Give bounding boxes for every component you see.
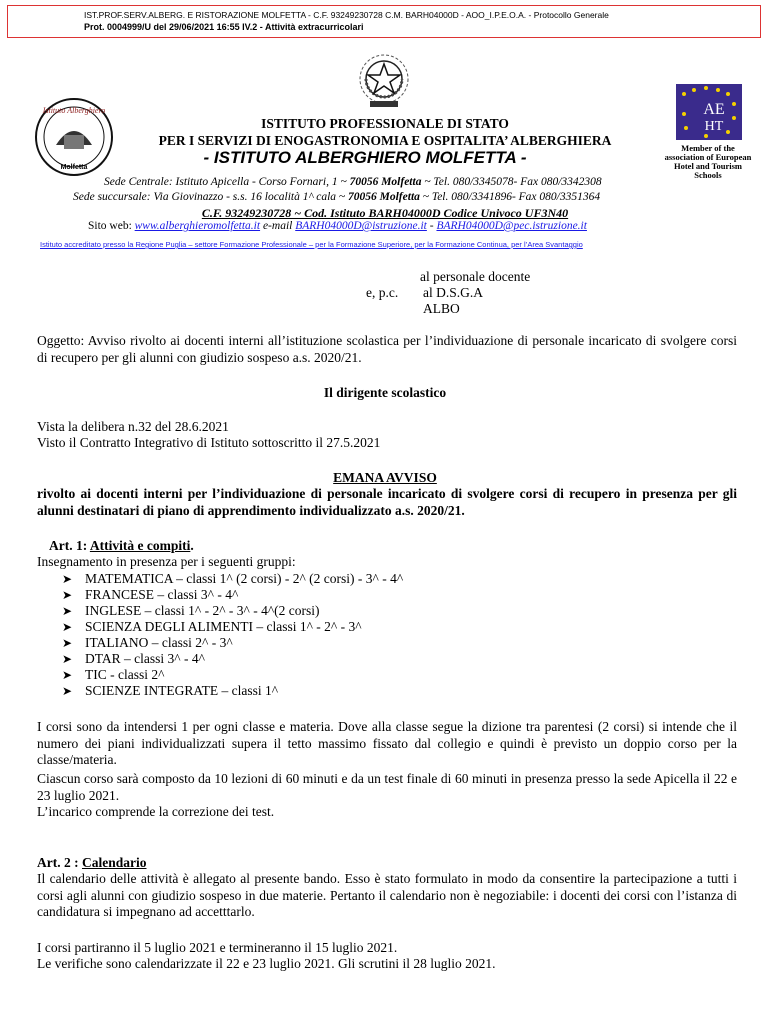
recipient-ep: e, p.c.: [366, 285, 399, 300]
art1-paragraph-2: Ciascun corso sarà composto da 10 lezioni di 60 minuti e da un test finale di 60 minuti in presenza presso la sede Apicella il 22 e 23 luglio 2021.: [37, 771, 737, 803]
list-item: [62, 571, 403, 587]
sede-succursale-text: Sede succursale: Via Giovinazzo - s.s. 16 località 1^ cala ~: [73, 191, 349, 203]
list-item: [62, 683, 403, 699]
list-item: [62, 587, 403, 603]
accreditation-note[interactable]: Istituto accreditato presso la Regione Puglia – settore Formazione Professionale – per la Formazione Superiore, per la Formazione Continua, per l’Area Svantaggio: [40, 240, 583, 249]
sede-centrale-contacts: ~ Tel. 080/3345078- Fax 080/3342308: [421, 176, 602, 188]
website-label: Sito web:: [88, 220, 132, 232]
svg-text:HT: HT: [704, 119, 724, 134]
email-link[interactable]: BARH04000D@istruzione.it: [295, 220, 427, 232]
subject-paragraph: Oggetto: Avviso rivolto ai docenti interni all’istituzione scolastica per l’individuazione di personale incaricato di svolgere corsi di recupero per gli alunni con giudizio sospeso a.s. 2020/21.: [37, 333, 737, 365]
art1-suffix: .: [190, 538, 194, 553]
visto-contratto: Visto il Contratto Integrativo di Istituto sottoscritto il 27.5.2021: [37, 435, 381, 450]
email-label: e-mail: [260, 220, 296, 232]
subject-list: [62, 571, 403, 699]
protocol-stamp: [7, 5, 761, 38]
art2-title: Calendario: [81, 855, 147, 870]
arrow-bullet-icon: ➤: [62, 652, 73, 666]
list-item-text: SCIENZA DEGLI ALIMENTI – classi 1^ - 2^ - 3^: [85, 619, 362, 634]
institute-services: PER I SERVIZI DI ENOGASTRONOMIA E OSPITALITA’ ALBERGHIERA: [158, 133, 612, 148]
list-item-text: MATEMATICA – classi 1^ (2 corsi) - 2^ (2 corsi) - 3^ - 4^: [85, 571, 404, 586]
italian-republic-emblem: [354, 49, 414, 111]
art1-paragraph-1: I corsi sono da intendersi 1 per ogni classe e materia. Dove alla classe segue la dizione tra parentesi (2 corsi) si intende che il numero dei piani individualizzati supera il tetto massimo fissato dal collegio e quindi è previsto un doppio corso per la classe/materia.: [37, 719, 737, 767]
protocol-line-2: Prot. 0004999/U del 29/06/2021 16:55 IV.2 - Attività extracurricolari: [84, 22, 364, 32]
list-item: [62, 667, 403, 683]
sede-centrale-text: Sede Centrale: Istituto Apicella - Corso Fornari, 1 ~: [104, 176, 350, 188]
list-item-text: TIC - classi 2^: [85, 667, 165, 682]
avviso-description: rivolto ai docenti interni per l’individuazione di personale incaricato di svolgere corsi di recupero in presenza per gli alunni destinatari di piano di apprendimento individualizzato a.s. 2020/21.: [37, 486, 737, 518]
fiscal-codes: C.F. 93249230728 ~ Cod. Istituto BARH04000D Codice Univoco UF3N40: [201, 206, 569, 220]
dirigente-heading: Il dirigente scolastico: [323, 385, 447, 400]
list-item: [62, 619, 403, 635]
art1-prefix: Art. 1:: [49, 538, 90, 553]
emana-avviso-heading: EMANA AVVISO: [333, 470, 437, 485]
sede-centrale-city: 70056 Molfetta: [349, 176, 422, 188]
art1-intro: Insegnamento in presenza per i seguenti gruppi:: [37, 554, 296, 569]
svg-text:Molfetta: Molfetta: [60, 164, 88, 171]
sede-centrale: [104, 176, 602, 188]
svg-text:AE: AE: [703, 101, 725, 118]
art1-paragraph-3: L’incarico comprende la correzione dei test.: [37, 804, 275, 819]
art1-title: Attività e compiti: [89, 538, 191, 553]
art2-paragraph-1: Il calendario delle attività è allegato al presente bando. Esso è stato formulato in modo da consentire la partecipazione a tutti i corsi agli alunni con giudizio sospeso in due materie. Pertanto il calendario non è negoziabile: i docenti dei corsi con l’istanza di candidatura si impegnano ad accetttarlo.: [37, 871, 737, 919]
list-item-text: DTAR – classi 3^ - 4^: [85, 651, 205, 666]
art2-paragraph-3: Le verifiche sono calendarizzate il 22 e 23 luglio 2021. Gli scrutini il 28 luglio 2021.: [37, 956, 496, 971]
list-item: [62, 603, 403, 619]
sede-succursale: [73, 191, 600, 203]
vista-delibera: Vista la delibera n.32 del 28.6.2021: [37, 419, 229, 434]
institute-name: - ISTITUTO ALBERGHIERO MOLFETTA -: [203, 148, 527, 167]
arrow-bullet-icon: ➤: [62, 636, 73, 650]
recipient-albo: ALBO: [423, 301, 460, 316]
aeht-caption: Member of the association of European Hotel and Tourism Schools: [664, 143, 752, 180]
svg-text:Istituto Alberghiero: Istituto Alberghiero: [42, 106, 106, 115]
arrow-bullet-icon: ➤: [62, 620, 73, 634]
pec-link[interactable]: BARH04000D@pec.istruzione.it: [436, 220, 587, 232]
list-item: [62, 651, 403, 667]
contacts-separator: -: [426, 220, 437, 232]
recipient-dsga: al D.S.G.A: [423, 285, 483, 300]
art2-paragraph-2: I corsi partiranno il 5 luglio 2021 e termineranno il 15 luglio 2021.: [37, 940, 398, 955]
arrow-bullet-icon: ➤: [62, 604, 73, 618]
sede-succursale-city: 70056 Molfetta: [348, 191, 420, 203]
institute-type: ISTITUTO PROFESSIONALE DI STATO: [261, 116, 509, 131]
arrow-bullet-icon: ➤: [62, 588, 73, 602]
list-item: [62, 635, 403, 651]
list-item-text: INGLESE – classi 1^ - 2^ - 3^ - 4^(2 corsi): [85, 603, 320, 618]
website-link[interactable]: www.alberghieromolfetta.it: [134, 220, 261, 232]
art2-prefix: Art. 2 :: [37, 855, 82, 870]
art1-heading: [49, 538, 194, 555]
art2-heading: [37, 855, 147, 872]
arrow-bullet-icon: ➤: [62, 668, 73, 682]
list-item-text: SCIENZE INTEGRATE – classi 1^: [85, 683, 279, 698]
sede-succursale-contacts: ~ Tel. 080/3341896- Fax 080/3351364: [419, 191, 601, 203]
protocol-line-1: IST.PROF.SERV.ALBERG. E RISTORAZIONE MOLFETTA - C.F. 93249230728 C.M. BARH04000D - AOO_I.P.E.O.A. - Protocollo Generale: [84, 10, 609, 20]
arrow-bullet-icon: ➤: [62, 684, 73, 698]
arrow-bullet-icon: ➤: [62, 572, 73, 586]
contacts-line: [88, 220, 587, 232]
list-item-text: FRANCESE – classi 3^ - 4^: [85, 587, 239, 602]
recipient-docenti: al personale docente: [420, 269, 531, 284]
list-item-text: ITALIANO – classi 2^ - 3^: [85, 635, 233, 650]
